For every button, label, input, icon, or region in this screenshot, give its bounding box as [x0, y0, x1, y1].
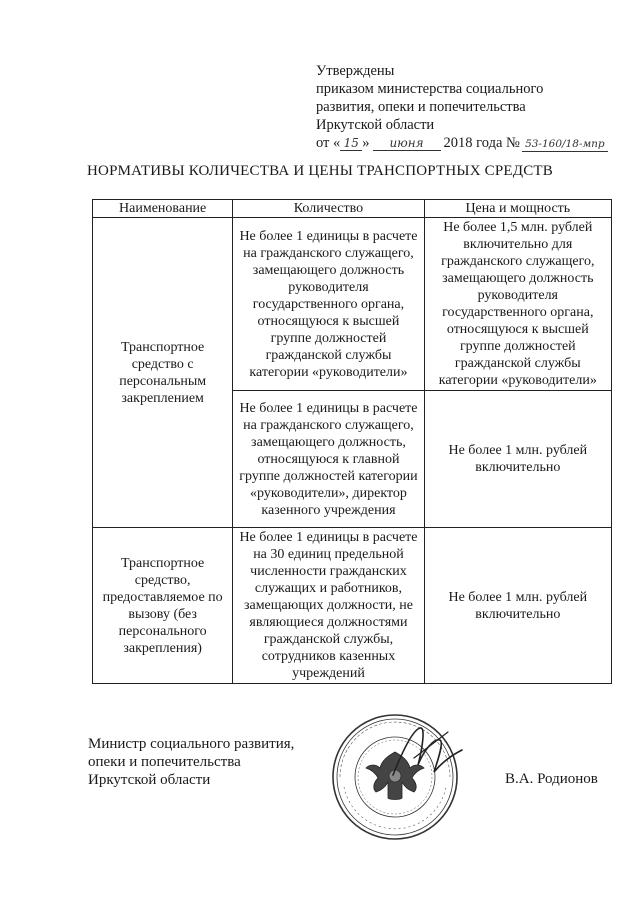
- cell-price: Не более 1 млн. рублей включительно: [424, 528, 611, 684]
- order-day: 15: [340, 136, 362, 151]
- header-price: Цена и мощность: [424, 200, 611, 218]
- signature-line-2: опеки и попечительства: [88, 754, 241, 770]
- norms-table: [92, 199, 612, 684]
- signature-line-1: Министр социального развития,: [88, 736, 295, 752]
- cell-quantity: Не более 1 единицы в расчете на гражданского служащего, замещающего должность руководителя государственного органа, относящуюся к высшей группе должностей гражданской службы категории «руководители»: [233, 218, 424, 391]
- document-title: НОРМАТИВЫ КОЛИЧЕСТВА И ЦЕНЫ ТРАНСПОРТНЫХ СРЕДСТВ: [87, 163, 553, 179]
- cell-quantity: Не более 1 единицы в расчете на гражданского служащего, замещающего должность, относящуюся к главной группе должностей категории «руководители», директор казенного учреждения: [233, 391, 424, 528]
- cell-quantity: Не более 1 единицы в расчете на 30 единиц предельной численности гражданских служащих и работников, замещающих должности, не являющиеся должностями гражданской службы, сотрудников казенных учреждений: [233, 528, 424, 684]
- cell-group1-name: Транспортное средство с персональным закреплением: [93, 218, 233, 528]
- approval-line-4: Иркутской области: [316, 117, 435, 133]
- order-year-text: 2018 года №: [443, 135, 520, 151]
- order-prefix: от «: [316, 135, 341, 151]
- header-quantity: Количество: [233, 200, 424, 218]
- approval-block: [316, 62, 616, 152]
- table-header-row: [93, 200, 612, 218]
- signature-line-3: Иркутской области: [88, 772, 211, 788]
- order-month: июня: [373, 136, 441, 151]
- cell-group2-name: Транспортное средство, предоставляемое по вызову (без персонального закрепления): [93, 528, 233, 684]
- approval-line-2: приказом министерства социального: [316, 81, 544, 97]
- cell-price: Не более 1 млн. рублей включительно: [424, 391, 611, 528]
- header-name: Наименование: [93, 200, 233, 218]
- order-close-quote: »: [362, 135, 370, 151]
- signature-block: [88, 735, 294, 789]
- table-row: [93, 218, 612, 391]
- signer-name: В.А. Родионов: [505, 771, 598, 787]
- handwritten-signature-icon: [388, 720, 468, 790]
- table-row: [93, 528, 612, 684]
- approval-line-3: развития, опеки и попечительства: [316, 99, 526, 115]
- order-date-line: [316, 134, 616, 152]
- order-number: 53-160/18-мпр: [522, 137, 608, 152]
- approval-line-1: Утверждены: [316, 63, 395, 79]
- cell-price: Не более 1,5 млн. рублей включительно для гражданского служащего, замещающего должность руководителя государственного органа, относящуюся к высшей группе должностей гражданской службы категории «руководители»: [424, 218, 611, 391]
